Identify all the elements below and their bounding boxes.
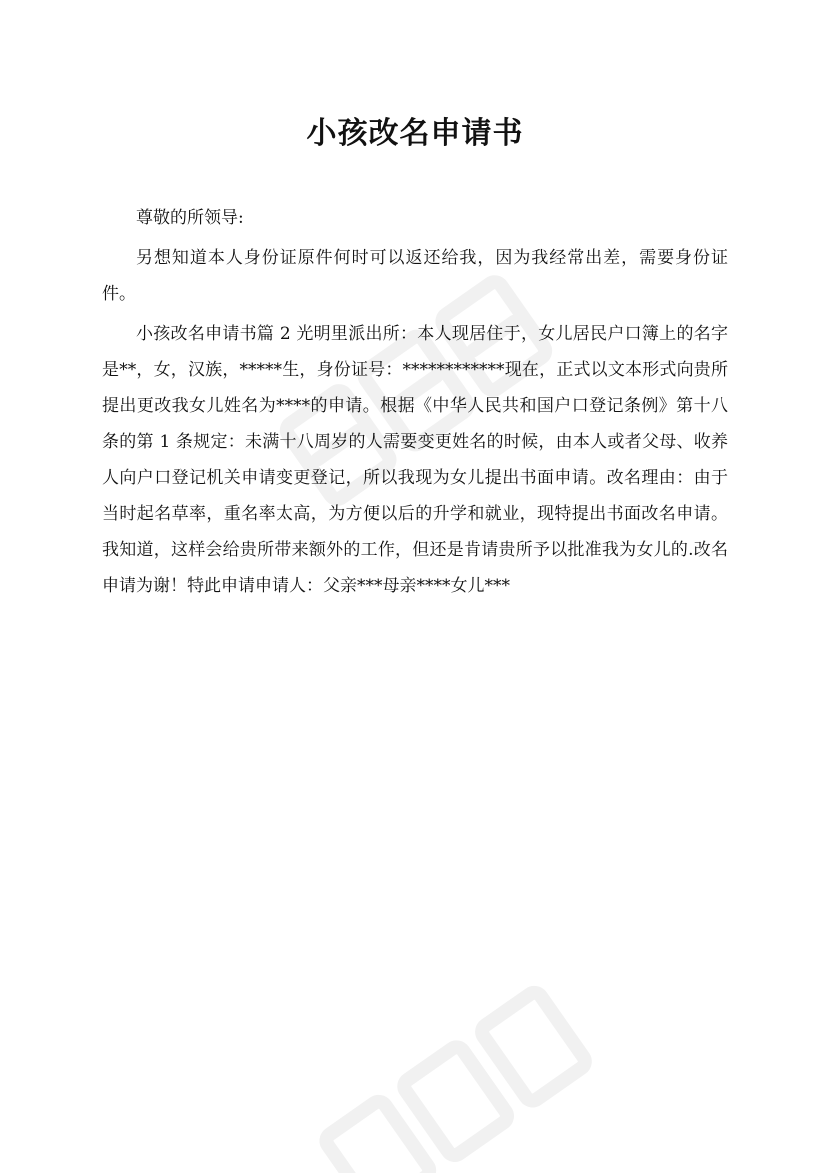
document-title: 小孩改名申请书 (306, 116, 524, 151)
paragraph-application: 小孩改名申请书篇 2 光明里派出所：本人现居住于，女儿居民户口簿上的名字是**，女，汉族，*****生，身份证号：************现在，正式以文本形式向贵所提出更改我女儿姓名为****的申请。根据《中华人民共和国户口登记条例》第十八条的第 1 条规定：未满十八周岁的人需要变更姓名的时候，由本人或者父母、收养人向户口登记机关申请变更登记，所以我现为女儿提出书面申请。改名理由：由于当时起名草率，重名率太高，为方便以后的升学和就业，现特提出书面改名申请。我知道，这样会给贵所带来额外的工作，但还是肯请贵所予以批准我为女儿的.改名申请为谢！特此申请申请人：父亲***母亲****女儿*** (102, 324, 728, 596)
watermark-mark-lower (323, 990, 588, 1173)
paragraph-id-card: 另想知道本人身份证原件何时可以返还给我，因为我经常出差，需要身份证件。 (102, 248, 728, 304)
document-body (102, 200, 728, 608)
salutation: 尊敬的所领导: (136, 208, 244, 228)
